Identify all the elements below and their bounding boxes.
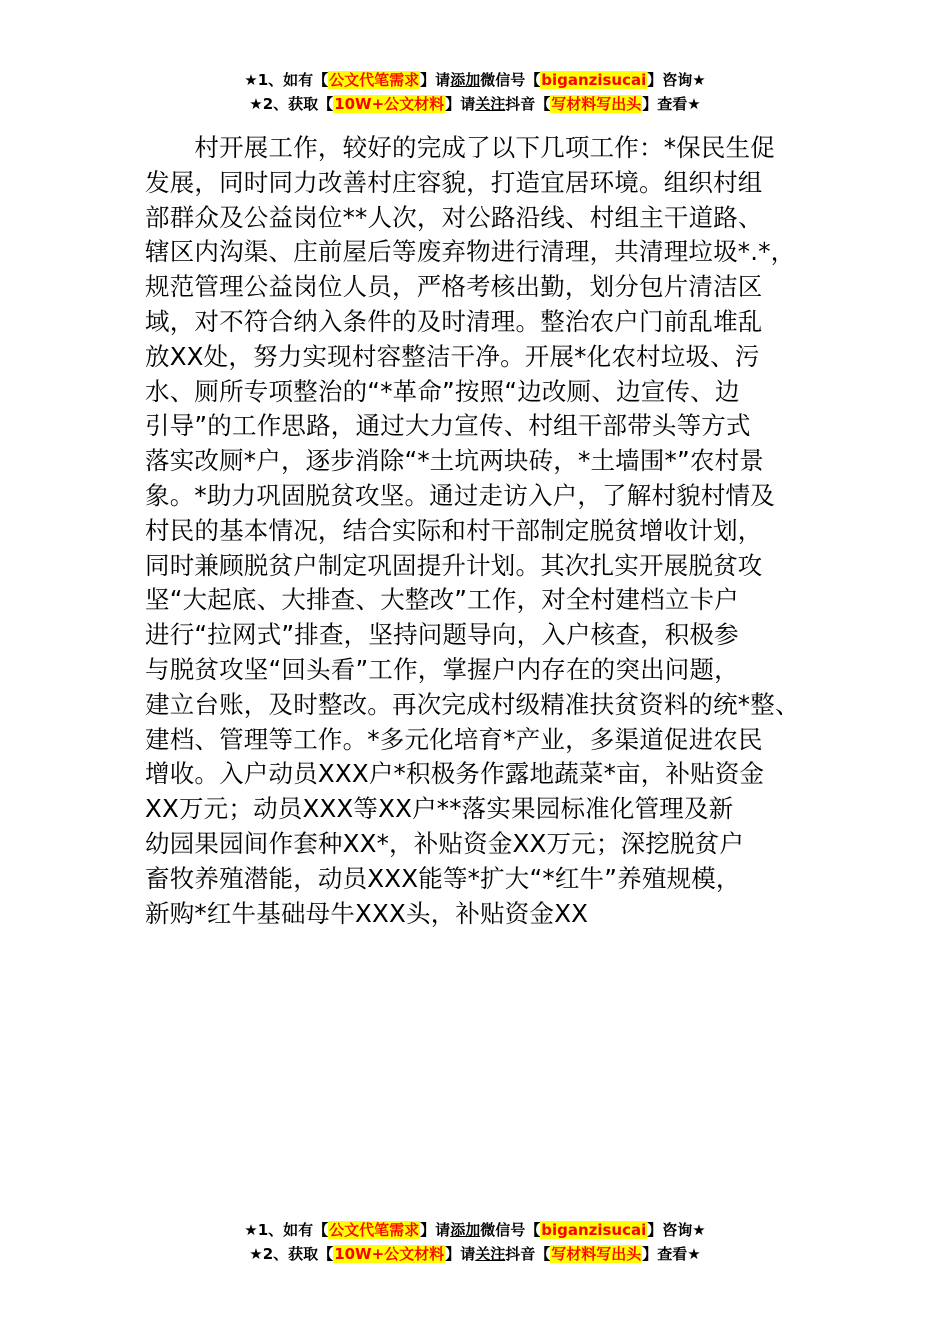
footer-banner-line-2 xyxy=(0,1242,950,1266)
banner-line-1-highlight-service: 公文代笔需求 xyxy=(329,71,420,89)
body-line: 新购*红牛基础母牛XXX头，补贴资金XX xyxy=(145,898,589,928)
footer-banner xyxy=(0,1218,950,1266)
body-line: 落实改厕*户，逐步消除“*土坑两块砖，*土墙围*”农村景 xyxy=(145,446,764,476)
body-line: 建档、管理等工作。*多元化培育*产业，多渠道促进农民 xyxy=(145,724,763,754)
body-line: 象。*助力巩固脱贫攻坚。通过走访入户，了解村貌村情及 xyxy=(145,480,775,510)
body-line: 畜牧养殖潜能，动员XXX能等*扩大“*红牛”养殖规模， xyxy=(145,863,741,893)
footer-line-2-middle: 】请 xyxy=(445,1245,476,1263)
body-line: 发展，同时同力改善村庄容貌，打造宜居环境。组织村组 xyxy=(145,167,763,197)
banner-line-1-middle-2: 微信号【 xyxy=(480,71,541,89)
footer-line-1-middle: 】请 xyxy=(420,1221,451,1239)
footer-line-2-middle-2: 抖音【 xyxy=(505,1245,551,1263)
footer-banner-line-1 xyxy=(0,1218,950,1242)
banner-line-2-highlight-douyin: 写材料写出头 xyxy=(551,95,642,113)
footer-line-1-highlight-wechat: biganzisucai xyxy=(541,1221,647,1239)
header-banner xyxy=(0,68,950,116)
banner-line-2-suffix: 】查看★ xyxy=(642,95,701,113)
banner-line-2-prefix: ★2、获取【 xyxy=(249,95,334,113)
body-line: 进行“拉网式”排查，坚持问题导向，入户核查，积极参 xyxy=(145,620,739,650)
footer-line-2-prefix: ★2、获取【 xyxy=(249,1245,334,1263)
banner-line-2-middle: 】请 xyxy=(445,95,476,113)
document-body xyxy=(145,131,825,931)
body-line: 规范管理公益岗位人员，严格考核出勤，划分包片清洁区 xyxy=(145,272,763,302)
body-line: 域，对不符合纳入条件的及时清理。整治农户门前乱堆乱 xyxy=(145,306,763,336)
body-line: 增收。入户动员XXX户*积极务作露地蔬菜*亩，补贴资金 xyxy=(145,759,765,789)
body-line: 同时兼顾脱贫户制定巩固提升计划。其次扎实开展脱贫攻 xyxy=(145,550,763,580)
footer-line-2-suffix: 】查看★ xyxy=(642,1245,701,1263)
footer-line-1-emphasis: 添加 xyxy=(450,1221,481,1239)
footer-line-2-highlight-douyin: 写材料写出头 xyxy=(551,1245,642,1263)
body-line: XX万元；动员XXX等XX户**落实果园标准化管理及新 xyxy=(145,794,734,824)
body-line: 水、厕所专项整治的“*革命”按照“边改厕、边宣传、边 xyxy=(145,376,740,406)
body-line: 引导”的工作思路，通过大力宣传、村组干部带头等方式 xyxy=(145,411,751,441)
banner-line-1-emphasis: 添加 xyxy=(450,71,481,89)
body-line: 与脱贫攻坚“回头看”工作，掌握户内存在的突出问题， xyxy=(145,654,739,684)
banner-line-2-highlight-materials: 10W+公文材料 xyxy=(334,95,445,113)
banner-line-1-middle: 】请 xyxy=(420,71,451,89)
banner-line-1 xyxy=(0,68,950,92)
body-line: 放XX处，努力实现村容整洁干净。开展*化农村垃圾、污 xyxy=(145,341,760,371)
body-line: 建立台账，及时整改。再次完成村级精准扶贫资料的统*整、 xyxy=(145,689,800,719)
body-line: 幼园果园间作套种XX*，补贴资金XX万元；深挖脱贫户 xyxy=(145,828,745,858)
footer-line-2-emphasis: 关注 xyxy=(475,1245,506,1263)
footer-line-1-highlight-service: 公文代笔需求 xyxy=(329,1221,420,1239)
body-line: 村开展工作，较好的完成了以下几项工作：*保民生促 xyxy=(145,133,775,162)
body-line: 坚“大起底、大排查、大整改”工作，对全村建档立卡户 xyxy=(145,585,739,615)
banner-line-2 xyxy=(0,92,950,116)
body-line: 辖区内沟渠、庄前屋后等废弃物进行清理，共清理垃圾*.*， xyxy=(145,237,796,267)
footer-line-1-middle-2: 微信号【 xyxy=(480,1221,541,1239)
banner-line-2-middle-2: 抖音【 xyxy=(505,95,551,113)
banner-line-1-prefix: ★1、如有【 xyxy=(244,71,329,89)
body-line: 部群众及公益岗位**人次，对公路沿线、村组主干道路、 xyxy=(145,202,763,232)
footer-line-1-prefix: ★1、如有【 xyxy=(244,1221,329,1239)
banner-line-2-emphasis: 关注 xyxy=(475,95,506,113)
banner-line-1-highlight-wechat: biganzisucai xyxy=(541,71,647,89)
footer-line-1-suffix: 】咨询★ xyxy=(647,1221,706,1239)
banner-line-1-suffix: 】咨询★ xyxy=(647,71,706,89)
footer-line-2-highlight-materials: 10W+公文材料 xyxy=(334,1245,445,1263)
body-line: 村民的基本情况，结合实际和村干部制定脱贫增收计划， xyxy=(145,515,763,545)
